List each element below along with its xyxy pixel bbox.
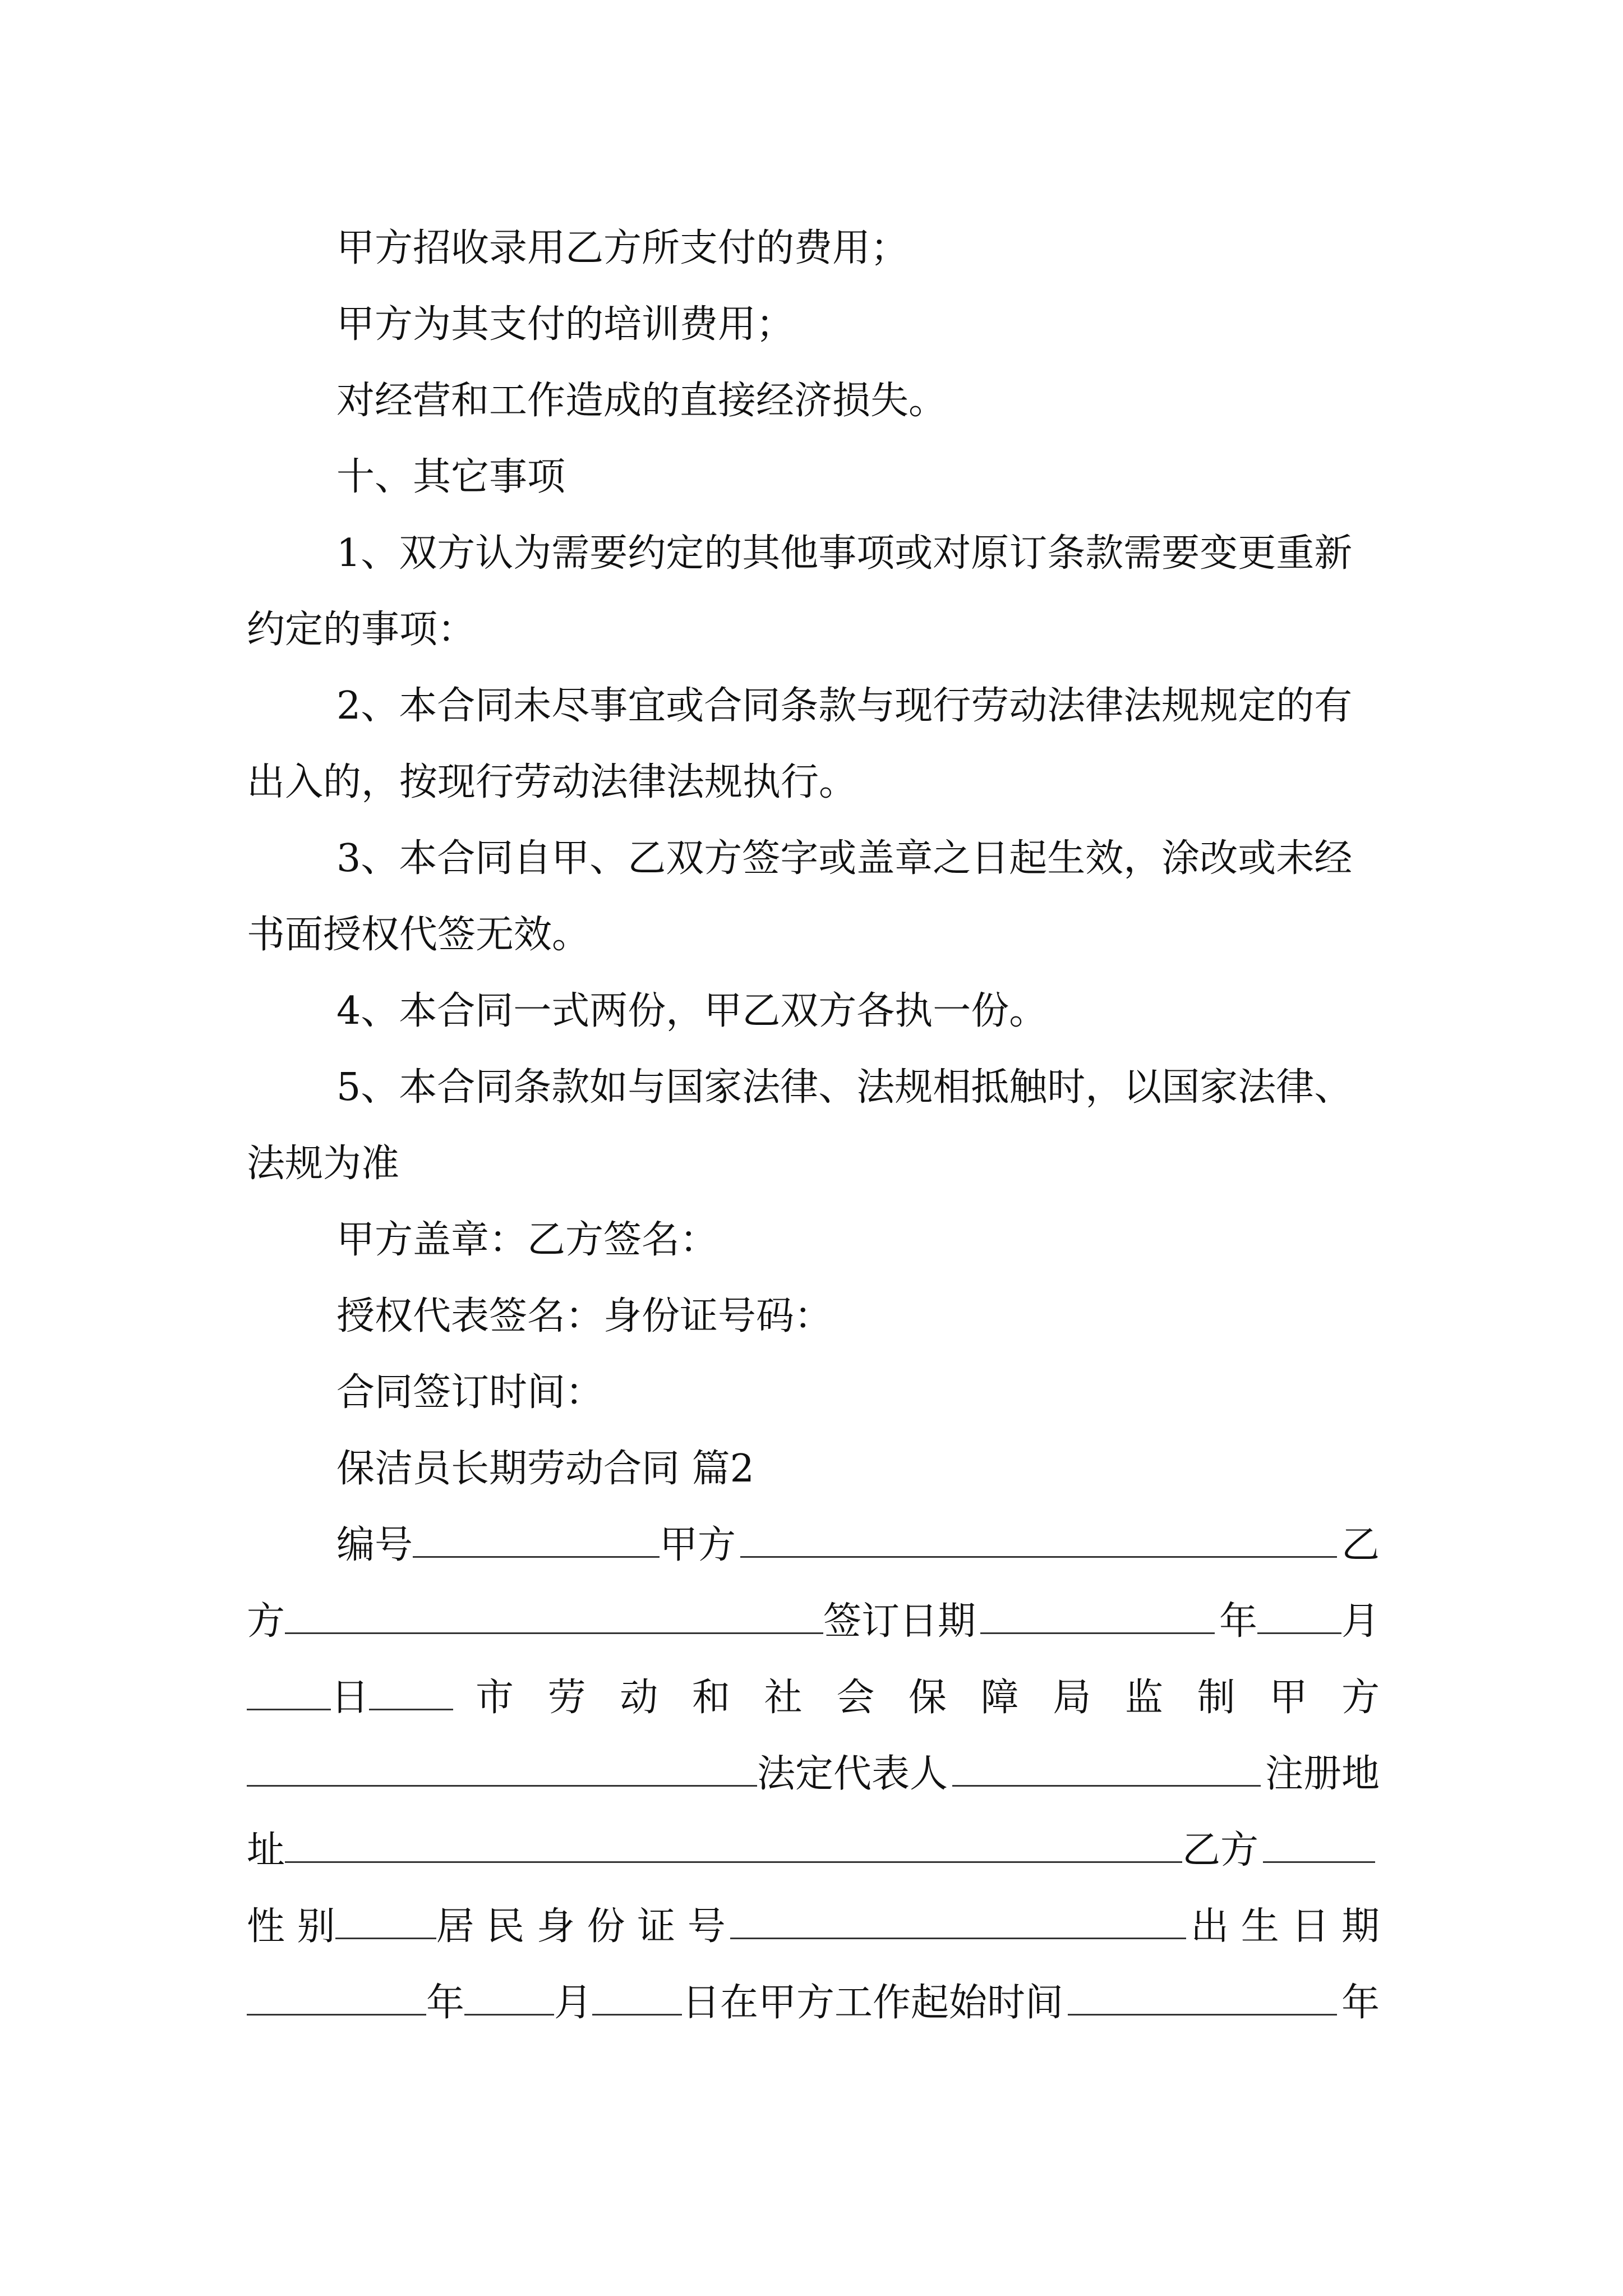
form-label: 乙 [1341, 1523, 1380, 1567]
form-label: 编号 [336, 1523, 413, 1567]
blank-field [592, 1981, 682, 2016]
blank-field [740, 1524, 1337, 1558]
blank-field [285, 1600, 823, 1634]
paragraph: 甲方为其支付的培训费用； [336, 302, 795, 347]
form-label: 方 [247, 1599, 285, 1644]
form-label: 乙方 [1182, 1828, 1259, 1872]
section-heading: 十、其它事项 [336, 455, 566, 499]
form-label: 居 民 身 份 证 号 [436, 1904, 726, 1949]
blank-field [980, 1600, 1215, 1634]
blank-field [369, 1676, 453, 1710]
form-line [247, 1584, 1380, 1660]
blank-field [413, 1524, 660, 1558]
blank-field [335, 1905, 436, 1939]
paragraph: 3、本合同自甲、乙双方签字或盖章之日起生效，涂改或未经书面授权代签无效。 [247, 836, 1353, 957]
paragraph: 4、本合同一式两份，甲乙双方各执一份。 [336, 989, 1048, 1033]
signature-line: 授权代表签名：身份证号码： [336, 1294, 833, 1338]
blank-field [1068, 1981, 1337, 2016]
form-line [247, 1736, 1380, 1812]
form-label: 甲方 [660, 1523, 736, 1567]
paragraph: 对经营和工作造成的直接经济损失。 [336, 379, 947, 423]
paragraph: 5、本合同条款如与国家法律、法规相抵触时，以国家法律、法规为准 [247, 1065, 1353, 1186]
form-label: 市 劳 动 和 社 会 保 障 局 监 制 甲 方 [476, 1676, 1380, 1720]
paragraph: 1、双方认为需要约定的其他事项或对原订条款需要变更重新约定的事项： [247, 531, 1353, 652]
form-label: 性 别 [247, 1904, 335, 1949]
form-label: 址 [247, 1828, 285, 1872]
form-line [247, 1660, 1380, 1736]
blank-field [247, 1752, 757, 1787]
blank-field [464, 1981, 554, 2016]
paragraph: 2、本合同未尽事宜或合同条款与现行劳动法律法规规定的有出入的，按现行劳动法律法规执行。 [247, 684, 1353, 804]
form-label: 年 [1341, 1981, 1380, 2025]
blank-field [247, 1676, 331, 1710]
form-line [247, 1812, 1380, 1889]
form-label: 月 [554, 1981, 593, 2025]
signature-line: 合同签订时间： [336, 1370, 604, 1415]
form-label: 日 [331, 1676, 370, 1720]
form-line [247, 1889, 1380, 1965]
form-label: 日在甲方工作起始时间 [682, 1981, 1064, 2025]
form-label: 年 [426, 1981, 465, 2025]
form-label: 出 生 日 期 [1191, 1904, 1380, 1949]
blank-field [285, 1829, 1182, 1863]
blank-field [952, 1752, 1261, 1787]
form-label: 法定代表人 [757, 1752, 948, 1796]
form-line [247, 1507, 1380, 1584]
paragraph: 甲方招收录用乙方所支付的费用； [336, 226, 909, 270]
form-label: 签订日期 [823, 1599, 976, 1644]
blank-field [730, 1905, 1186, 1939]
form-label: 月 [1341, 1599, 1380, 1644]
blank-field [1263, 1829, 1375, 1863]
form-label: 年 [1219, 1599, 1257, 1644]
blank-field [247, 1981, 426, 2016]
contract-title: 保洁员长期劳动合同 篇2 [336, 1447, 754, 1491]
blank-field [1257, 1600, 1341, 1634]
signature-line: 甲方盖章：乙方签名： [336, 1218, 718, 1262]
form-label: 注册地 [1265, 1752, 1380, 1796]
document-body [247, 210, 1380, 2041]
form-line [247, 1965, 1380, 2041]
